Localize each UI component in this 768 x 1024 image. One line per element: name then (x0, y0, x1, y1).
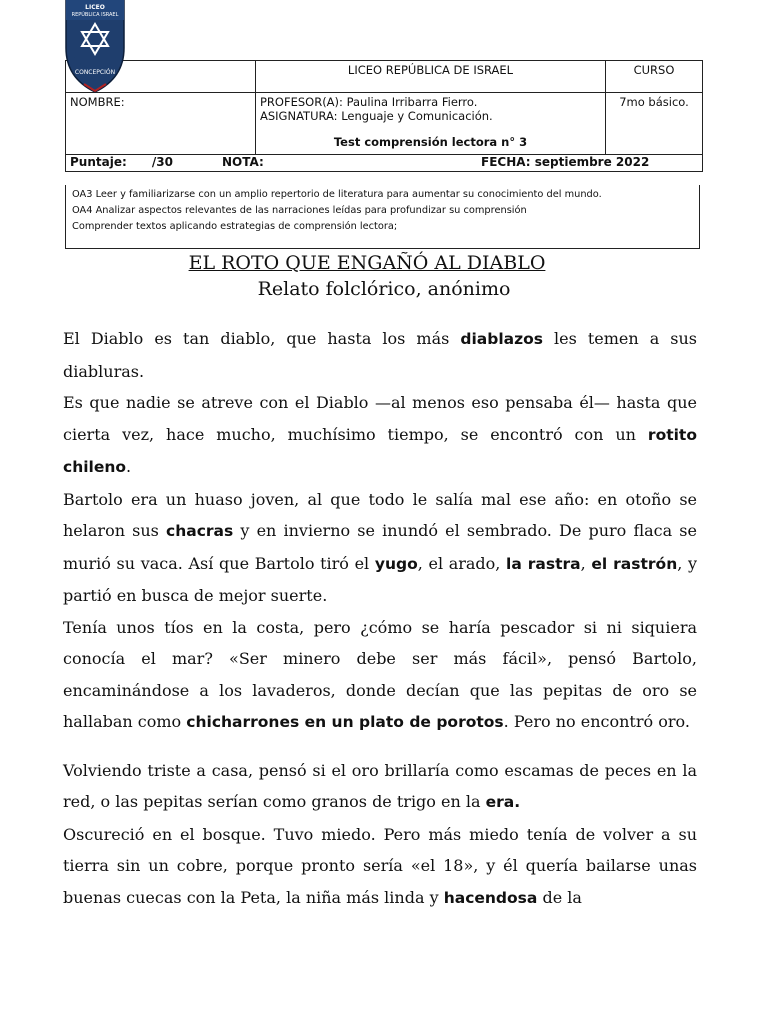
nombre-label: NOMBRE: (70, 95, 125, 109)
objective-item: Comprender textos aplicando estrategias de comprensión lectora; (72, 221, 398, 232)
teacher-cell (256, 93, 606, 155)
glossary-term: era. (485, 793, 521, 811)
school-name: LICEO REPÚBLICA DE ISRAEL (256, 61, 606, 93)
objectives-box (65, 185, 700, 249)
glossary-term: la rastra (506, 554, 581, 573)
nota-label: NOTA: (222, 155, 264, 169)
logo-text-top-2: REPÚBLICA ISRAEL (71, 12, 119, 18)
fecha-label: FECHA: septiembre 2022 (481, 155, 650, 169)
story-title: EL ROTO QUE ENGAÑÓ AL DIABLO (188, 252, 546, 274)
story-body (63, 323, 697, 914)
glossary-term: chicharrones en un plato de porotos (186, 713, 504, 731)
test-title: Test comprensión lectora n° 3 (333, 135, 528, 149)
puntaje-label: Puntaje: /30 (70, 155, 173, 169)
objective-item: OA3 Leer y familiarizarse con un amplio repertorio de literatura para aumentar su conocimiento del mundo. (72, 189, 602, 200)
score-row (66, 155, 703, 172)
story-subtitle: Relato folclórico, anónimo (257, 278, 511, 300)
logo-text-bottom: CONCEPCIÓN (74, 69, 116, 76)
paragraph-2: Es que nadie se atreve con el Diablo —al menos eso pensaba él— hasta que cierta vez, hace mucho, muchísimo tiempo, se encontró con un rotito chileno. (63, 393, 697, 476)
glossary-term: rotito chileno (63, 425, 697, 476)
school-logo (64, 0, 126, 94)
paragraph-1: El Diablo es tan diablo, que hasta los más diablazos les temen a sus diabluras. (63, 329, 698, 381)
profesor-text: PROFESOR(A): Paulina Irribarra Fierro. (260, 95, 478, 109)
asignatura-text: ASIGNATURA: Lenguaje y Comunicación. (260, 109, 493, 123)
curso-label: CURSO (606, 61, 703, 93)
paragraph-3: Bartolo era un huaso joven, al que todo le salía mal ese año: en otoño se helaron sus chacras y en invierno se inundó el sembrado. De puro flaca se murió su vaca. Así que Bartolo tiró el yugo, el arado, la rastra, el rastrón, y partió en busca de mejor suerte. (63, 489, 698, 605)
paragraph-5: Volviendo triste a casa, pensó si el oro brillaría como escamas de peces en la red, o las pepitas serían como granos de trigo en la era. (63, 760, 697, 811)
curso-value: 7mo básico. (606, 93, 703, 155)
glossary-term: hacendosa (443, 888, 538, 907)
logo-text-top: LICEO (85, 4, 105, 11)
header-table (65, 60, 703, 172)
glossary-term: diablazos (460, 330, 543, 348)
glossary-term: yugo (374, 554, 418, 573)
paragraph-4: Tenía unos tíos en la costa, pero ¿cómo se haría pescador si ni siquiera conocía el mar? «Ser minero debe ser más fácil», pensó Bartolo, encaminándose a los lavaderos, donde decían que las pepitas de oro se hallaban como chicharrones en un plato de porotos. Pero no encontró oro. (63, 617, 697, 731)
nombre-cell (66, 93, 256, 155)
objective-item: OA4 Analizar aspectos relevantes de las narraciones leídas para profundizar su comprensión (72, 205, 527, 216)
glossary-term: chacras (166, 522, 234, 540)
glossary-term: el rastrón (591, 554, 678, 573)
paragraph-6: Oscureció en el bosque. Tuvo miedo. Pero más miedo tenía de volver a su tierra sin un cobre, porque pronto sería «el 18», y él quería bailarse unas buenas cuecas con la Peta, la niña más linda y hacendosa de la (63, 824, 697, 907)
